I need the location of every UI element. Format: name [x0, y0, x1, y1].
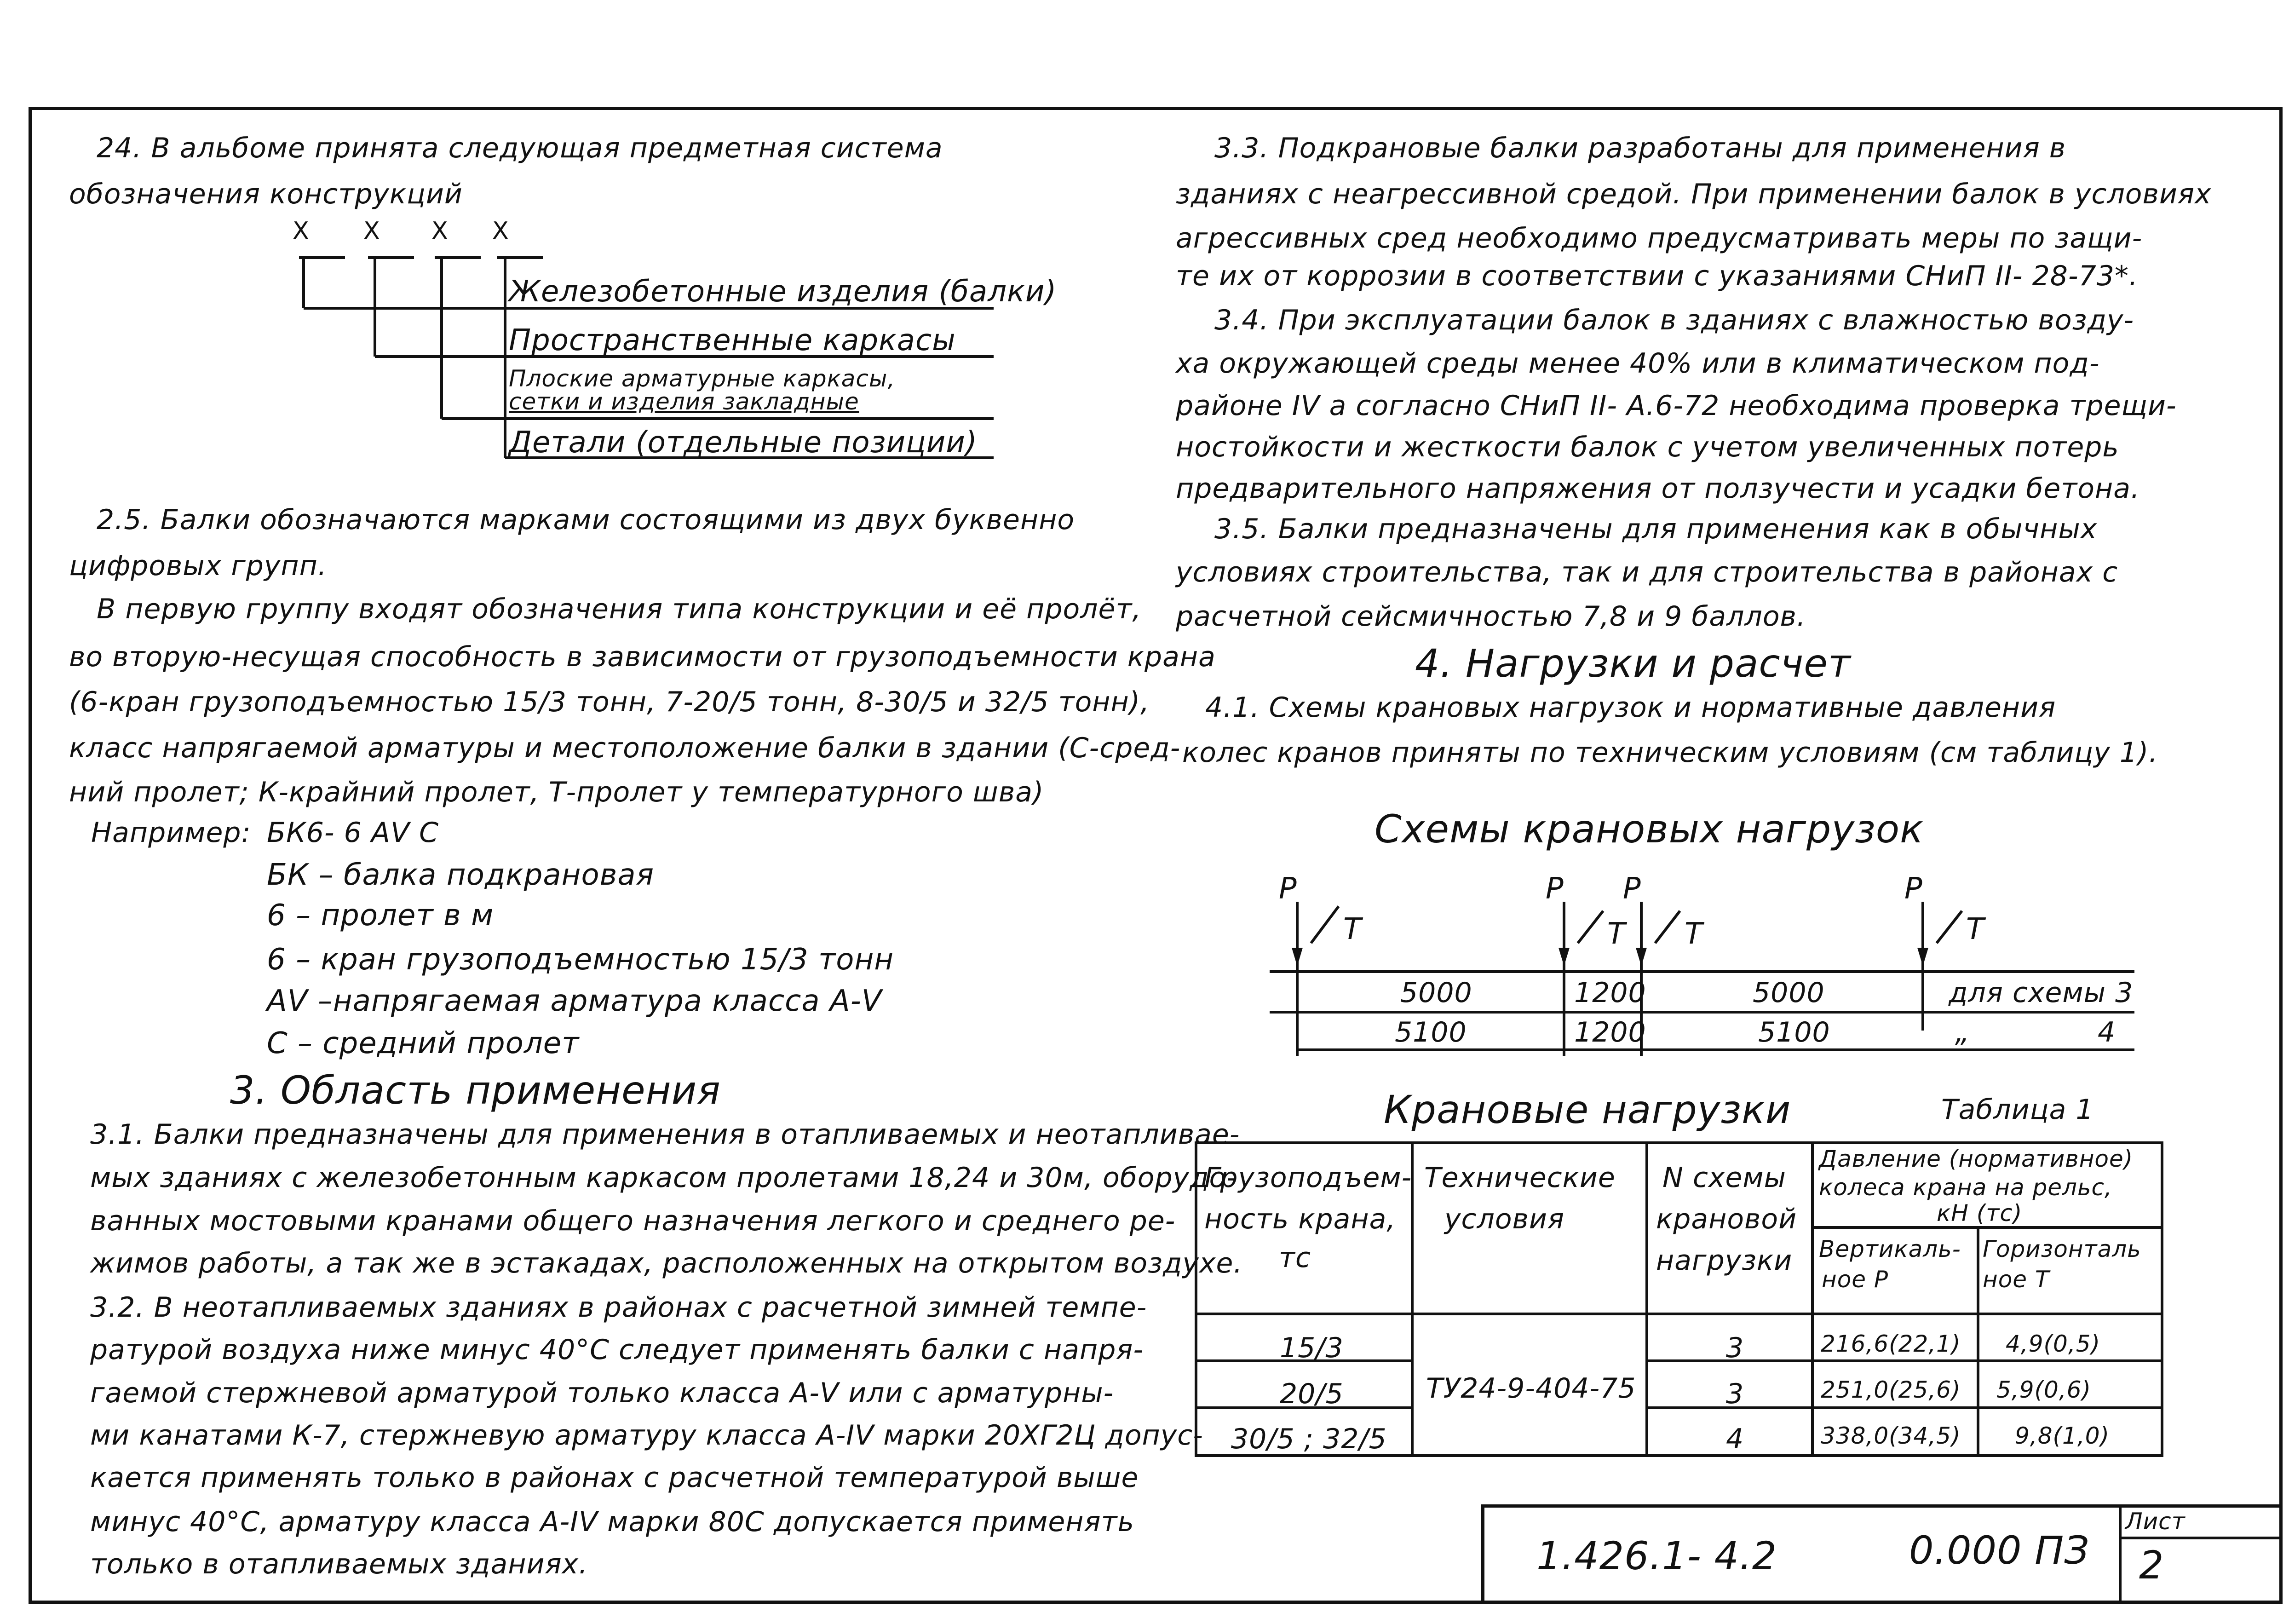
dim-row1-note: для схемы 3	[1949, 977, 2134, 1009]
s24-line1: 24. В альбоме принята следующая предметная система	[97, 132, 943, 164]
th-scheme-1: N схемы	[1662, 1162, 1787, 1194]
th-pressure-1: Давление (нормативное)	[1819, 1146, 2134, 1172]
dim-row2-b: 1200	[1574, 1016, 1646, 1048]
example-item-1: БК – балка подкрановая	[267, 858, 655, 892]
s25-line2: цифровых групп.	[69, 550, 327, 582]
s3-line8: ми канатами К-7, стержневую арматуру класса А-IV марки 20ХГ2Ц допус-	[90, 1419, 1203, 1451]
r-line6: ха окружающей среды менее 40% или в климатическом под-	[1176, 347, 2100, 380]
th-conditions-1: Технические	[1424, 1162, 1616, 1194]
th-vertical-1: Вертикаль-	[1819, 1236, 1961, 1262]
doc-code: 1.426.1- 4.2	[1536, 1533, 1777, 1578]
s25-line4: во вторую-несущая способность в зависимости от грузоподъемности крана	[69, 641, 1216, 673]
th-conditions-2: условия	[1444, 1203, 1565, 1235]
s3-line1: 3.1. Балки предназначены для применения в отапливаемых и неотапливае-	[90, 1118, 1240, 1151]
mark-1: X	[293, 217, 309, 245]
s3-line10: минус 40°С, арматуру класса А-IV марки 80С допускается применять	[90, 1506, 1134, 1538]
section-4-heading: 4. Нагрузки и расчет	[1415, 641, 1851, 686]
s3-line11: только в отапливаемых зданиях.	[90, 1548, 588, 1580]
example-item-4: АV –напрягаемая арматура класса А-V	[267, 984, 882, 1018]
cell-scheme-3: 4	[1726, 1423, 1744, 1455]
r-line11: условиях строительства, так и для строительства в районах с	[1176, 556, 2118, 588]
s3-line4: жимов работы, а так же в эстакадах, расположенных на открытом воздухе.	[90, 1247, 1243, 1279]
r-line10: 3.5. Балки предназначены для применения как в обычных	[1214, 513, 2098, 545]
cell-horizontal-3: 9,8(1,0)	[2015, 1422, 2110, 1449]
dim-row2-note-b: 4	[2098, 1016, 2116, 1048]
th-capacity-2: ность крана,	[1204, 1203, 1396, 1235]
s25-line7: ний пролет; К-крайний пролет, Т-пролет у температурного шва)	[69, 776, 1044, 808]
th-pressure-2: колеса крана на рельс,	[1819, 1174, 2112, 1201]
r-line1: 3.3. Подкрановые балки разработаны для применения в	[1214, 132, 2066, 164]
s3-line6: ратурой воздуха ниже минус 40°С следует применять балки с напря-	[90, 1334, 1144, 1366]
r4-line2: колес кранов приняты по техническим условиям (см таблицу 1).	[1182, 737, 2158, 769]
dim-row1-c: 5000	[1753, 977, 1825, 1009]
cell-horizontal-1: 4,9(0,5)	[2006, 1330, 2101, 1357]
force-p-4: P	[1904, 872, 1923, 906]
scheme-title: Схемы крановых нагрузок	[1375, 806, 1924, 852]
sheet-number: 2	[2139, 1543, 2164, 1588]
table-title: Крановые нагрузки	[1384, 1087, 1791, 1132]
cell-horizontal-2: 5,9(0,6)	[1996, 1376, 2092, 1403]
mark-2: X	[363, 217, 380, 245]
force-t-4: T	[1966, 912, 1985, 946]
example-code: БК6- 6 АV С	[267, 817, 439, 849]
cell-scheme-2: 3	[1726, 1378, 1744, 1410]
dim-row2-a: 5100	[1395, 1016, 1467, 1048]
cell-scheme-1: 3	[1726, 1332, 1744, 1364]
tree-item-3b: сетки и изделия закладные	[509, 388, 859, 415]
force-t-2: T	[1607, 917, 1626, 951]
cell-conditions: ТУ24-9-404-75	[1426, 1372, 1636, 1405]
r4-line1: 4.1. Схемы крановых нагрузок и нормативные давления	[1205, 691, 2056, 724]
s24-line2: обозначения конструкций	[69, 178, 463, 210]
r-line8: ностойкости и жесткости балок с учетом увеличенных потерь	[1176, 431, 2119, 463]
r-line12: расчетной сейсмичностью 7,8 и 9 баллов.	[1176, 600, 1806, 633]
force-p-3: P	[1623, 872, 1641, 906]
dim-row1-b: 1200	[1574, 977, 1646, 1009]
r-line7: районе IV а согласно СНиП II- А.6-72 необходима проверка трещи-	[1176, 390, 2177, 422]
r-line3: агрессивных сред необходимо предусматривать меры по защи-	[1176, 222, 2143, 254]
dim-row2-c: 5100	[1758, 1016, 1830, 1048]
mark-3: X	[431, 217, 448, 245]
dim-row1-a: 5000	[1400, 977, 1472, 1009]
tree-item-4: Детали (отдельные позиции)	[509, 426, 978, 460]
cell-capacity-1: 15/3	[1280, 1332, 1344, 1364]
dim-row2-note-a: „	[1955, 1016, 1970, 1048]
example-label: Например:	[91, 817, 251, 849]
force-t-1: T	[1343, 912, 1362, 946]
example-item-2: 6 – пролет в м	[267, 898, 494, 933]
mark-4: X	[492, 217, 509, 245]
cell-capacity-2: 20/5	[1280, 1378, 1344, 1410]
force-p-2: P	[1546, 872, 1564, 906]
th-pressure-3: кН (тс)	[1937, 1200, 2023, 1227]
s25-line6: класс напрягаемой арматуры и местоположение балки в здании (С-сред-	[69, 732, 1181, 764]
section-3-heading: 3. Область применения	[230, 1068, 721, 1113]
cell-vertical-1: 216,6(22,1)	[1821, 1330, 1961, 1357]
s25-line1: 2.5. Балки обозначаются марками состоящими из двух буквенно	[97, 504, 1075, 536]
s25-line5: (6-кран грузоподъемностью 15/3 тонн, 7-20/5 тонн, 8-30/5 и 32/5 тонн),	[69, 686, 1150, 718]
tree-item-1: Железобетонные изделия (балки)	[509, 275, 1057, 309]
r-line4: те их от коррозии в соответствии с указаниями СНиП II- 28-73*.	[1176, 260, 2139, 292]
sheet-label: Лист	[2125, 1508, 2185, 1535]
s25-line3: В первую группу входят обозначения типа конструкции и её пролёт,	[97, 593, 1142, 625]
s3-line7: гаемой стержневой арматурой только класса А-V или с арматурны-	[90, 1377, 1114, 1409]
cell-vertical-2: 251,0(25,6)	[1821, 1376, 1961, 1403]
th-capacity-1: Грузоподъем-	[1204, 1162, 1412, 1194]
stamp-divider	[2119, 1504, 2122, 1604]
s3-line2: мых зданиях с железобетонным каркасом пролетами 18,24 и 30м, оборудо-	[90, 1162, 1237, 1194]
r-line9: предварительного напряжения от ползучести и усадки бетона.	[1176, 472, 2140, 505]
r-line5: 3.4. При эксплуатации балок в зданиях с влажностью возду-	[1214, 304, 2134, 336]
force-t-3: T	[1685, 917, 1703, 951]
th-scheme-2: крановой	[1656, 1203, 1797, 1235]
table-label: Таблица 1	[1941, 1094, 2094, 1126]
s3-line3: ванных мостовыми кранами общего назначения легкого и среднего ре-	[90, 1205, 1176, 1237]
example-item-3: 6 – кран грузоподъемностью 15/3 тонн	[267, 943, 894, 977]
cell-vertical-3: 338,0(34,5)	[1821, 1422, 1961, 1449]
cell-capacity-3: 30/5 ; 32/5	[1231, 1423, 1387, 1455]
th-horizontal-1: Горизонталь	[1983, 1236, 2141, 1262]
tree-item-3: Плоские арматурные каркасы,	[509, 365, 896, 392]
tree-item-2: Пространственные каркасы	[509, 323, 956, 357]
r-line2: зданиях с неагрессивной средой. При применении балок в условиях	[1176, 178, 2212, 210]
example-item-5: С – средний пролет	[267, 1026, 580, 1060]
th-capacity-3: тс	[1279, 1242, 1311, 1274]
doc-type: 0.000 ПЗ	[1909, 1528, 2090, 1573]
s3-line5: 3.2. В неотапливаемых зданиях в районах с расчетной зимней темпе-	[90, 1291, 1147, 1324]
stamp-sheet-divider	[2119, 1537, 2283, 1539]
th-horizontal-2: ное T	[1983, 1266, 2050, 1293]
th-scheme-3: нагрузки	[1656, 1244, 1793, 1277]
th-vertical-2: ное P	[1822, 1266, 1889, 1293]
s3-line9: кается применять только в районах с расчетной температурой выше	[90, 1462, 1139, 1494]
force-p-1: P	[1279, 872, 1297, 906]
